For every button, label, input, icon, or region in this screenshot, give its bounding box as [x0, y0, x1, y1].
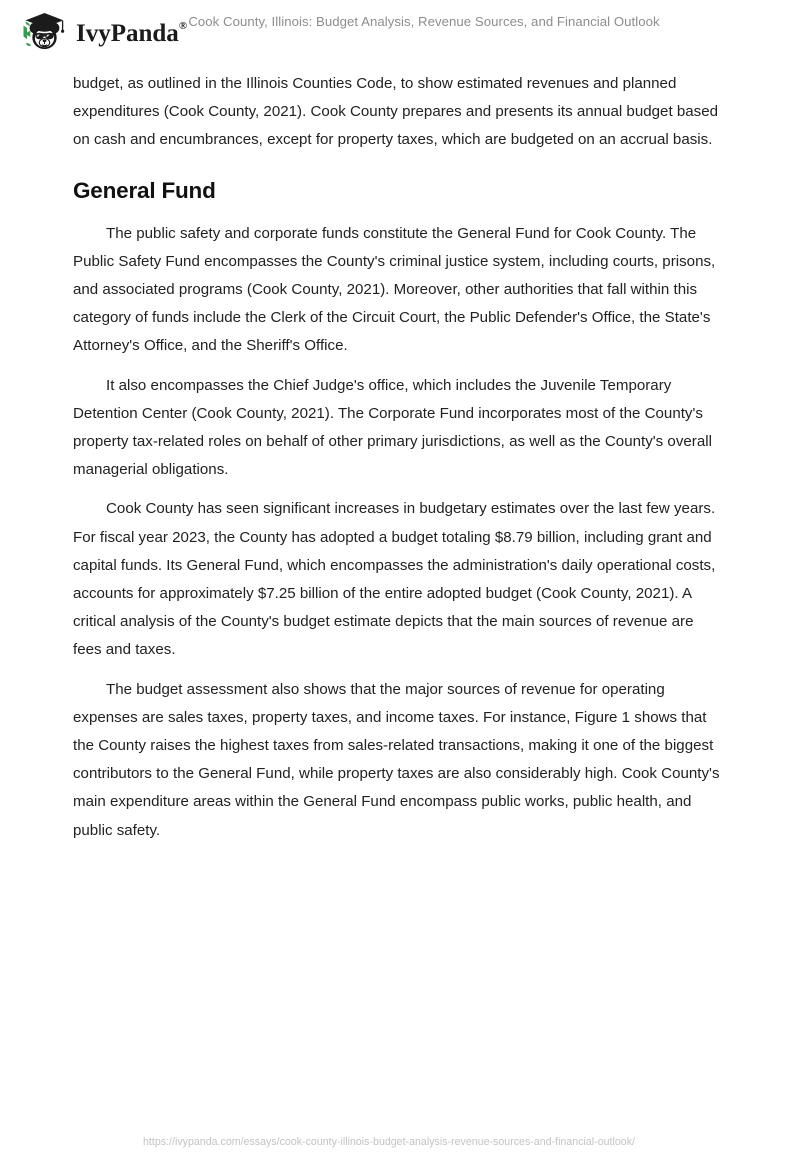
- paragraph-continued-budget: budget, as outlined in the Illinois Counties Code, to show estimated revenues and planned expenditures (Cook County, 2021). Cook County prepares and presents its annual budget based on cash and encumbrances, except for property taxes, which are budgeted on an accrual basis.: [73, 75, 719, 149]
- paragraph-revenue-sources: The budget assessment also shows that the major sources of revenue for operating expenses are sales taxes, property taxes, and income taxes. For instance, Figure 1 shows that the County raises the highest taxes from sales-related transactions, making it one of the biggest contributors to the General Fund, while property taxes are also considerably high. Cook County's main expenditure areas within the General Fund encompass public works, public health, and public safety.: [73, 680, 720, 839]
- document-body: [73, 70, 721, 845]
- paragraph-chief-judge-office: It also encompasses the Chief Judge's office, which includes the Juvenile Temporary Detention Center (Cook County, 2021). The Corporate Fund incorporates most of the County's property tax-related roles on behalf of other primary jurisdictions, as well as the County's overall managerial obligations.: [73, 376, 712, 479]
- paragraph-general-fund-intro: The public safety and corporate funds constitute the General Fund for Cook County. The Public Safety Fund encompasses the County's criminal justice system, including courts, prisons, and associated programs (Cook County, 2021). Moreover, other authorities that fall within this category of funds include the Clerk of the Circuit Court, the Public Defender's Office, the State's Attorney's Office, and the Sheriff's Office.: [73, 224, 716, 355]
- page-footer: [0, 1132, 800, 1150]
- brand-name-text: IvyPanda: [76, 19, 179, 47]
- paragraph-budgetary-estimates: Cook County has seen significant increases in budgetary estimates over the last few years. For fiscal year 2023, the County has adopted a budget totaling $8.79 billion, including grant and capital funds. Its General Fund, which encompasses the administration's daily operational costs, accounts for approximately $7.25 billion of the entire adopted budget (Cook County, 2021). A critical analysis of the County's budget estimate depicts that the main sources of revenue are fees and taxes.: [73, 500, 716, 659]
- source-url-link[interactable]: https://ivypanda.com/essays/cook-county-illinois-budget-analysis-revenue-sources-and-financial-outlook/: [143, 1136, 635, 1148]
- page-header: [0, 0, 800, 62]
- registered-trademark-icon: ®: [178, 20, 188, 33]
- page-title-general-fund: General Fund: [73, 177, 216, 203]
- document-running-title: Cook County, Illinois: Budget Analysis, Revenue Sources, and Financial Outlook: [188, 14, 660, 29]
